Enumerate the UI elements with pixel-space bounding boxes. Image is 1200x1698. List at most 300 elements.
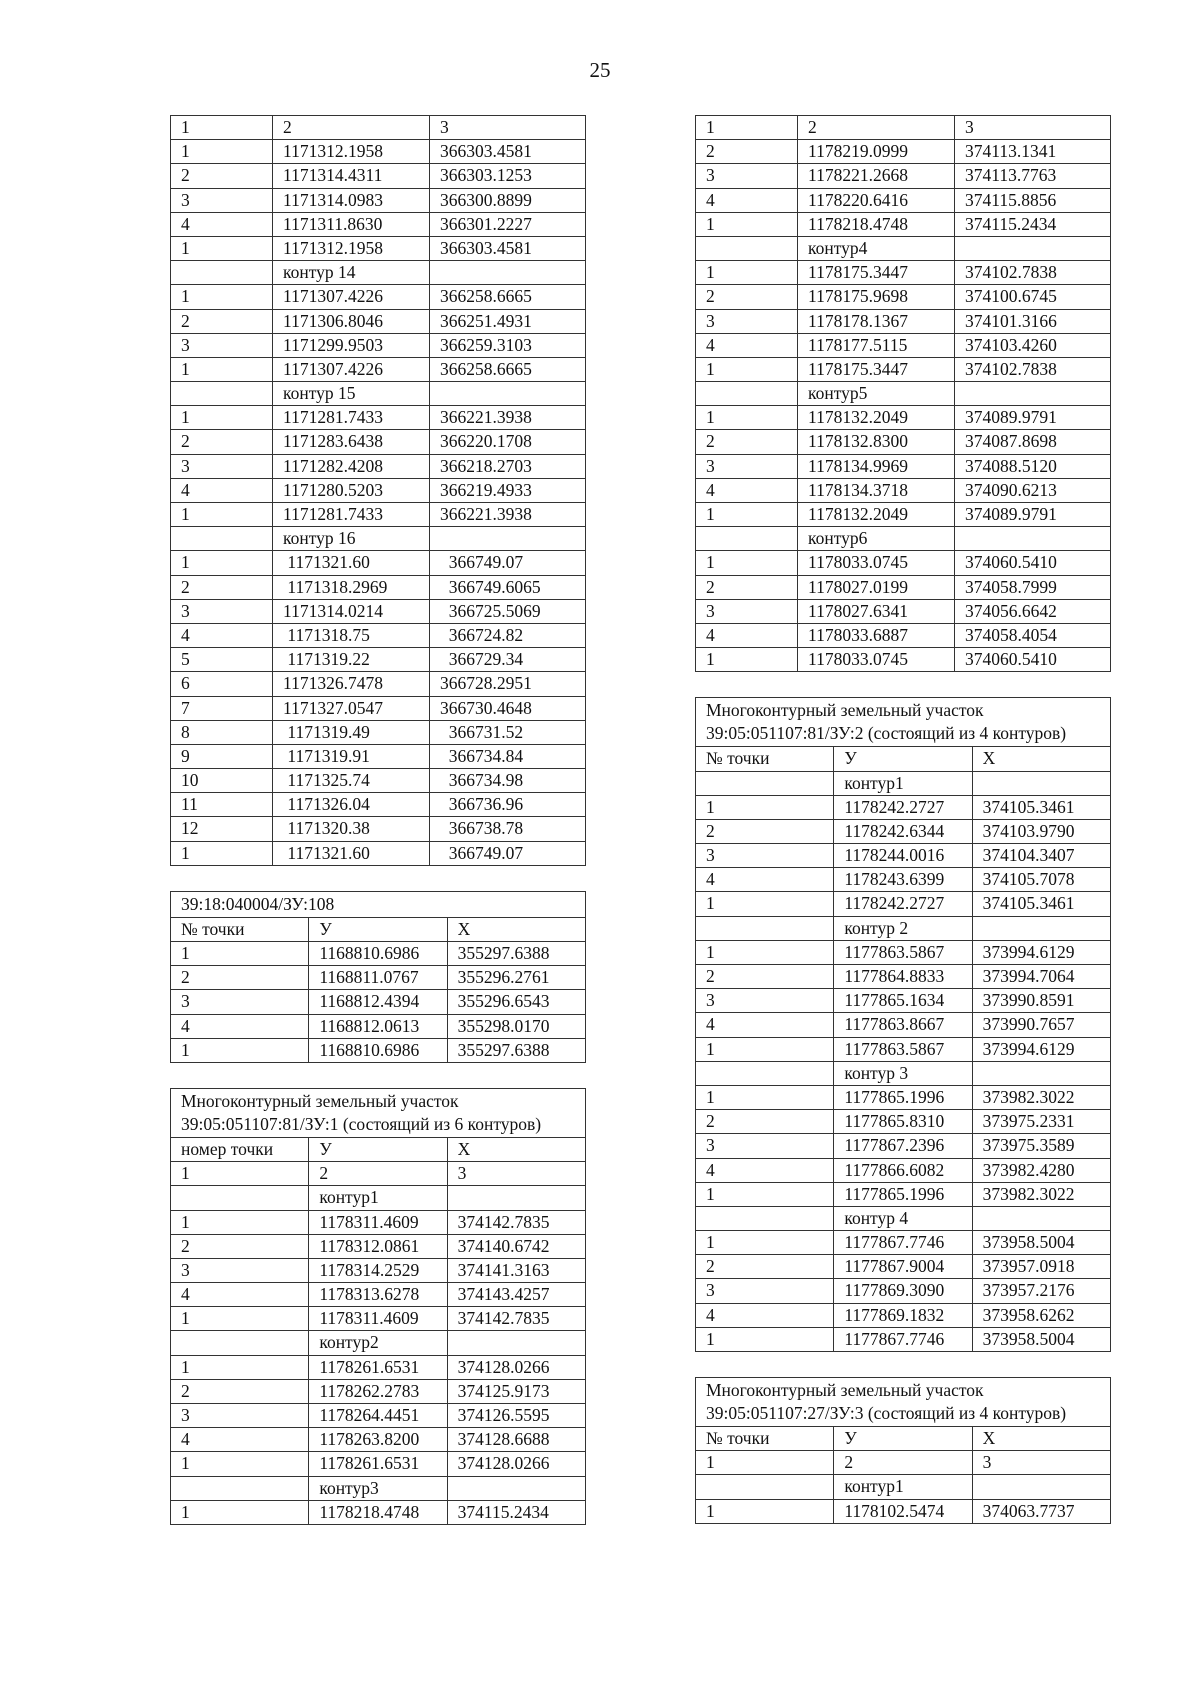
- table-row: [696, 164, 1111, 188]
- y-coordinate-cell: 1178175.9698: [798, 285, 955, 309]
- table-row: [696, 965, 1111, 989]
- point-number-cell: 1: [171, 406, 273, 430]
- point-number-cell: 3: [171, 333, 273, 357]
- table-row: [696, 333, 1111, 357]
- point-number-cell: 5: [171, 648, 273, 672]
- y-coordinate-cell: 1171307.4226: [273, 357, 430, 381]
- x-coordinate-cell: [955, 382, 1111, 406]
- x-coordinate-cell: 366734.98: [430, 769, 586, 793]
- x-coordinate-cell: 373958.5004: [972, 1327, 1110, 1351]
- point-number-cell: 1: [171, 1038, 309, 1062]
- y-coordinate-cell: 1178102.5474: [834, 1499, 972, 1523]
- y-coordinate-cell: контур2: [309, 1331, 447, 1355]
- table-row: [171, 236, 586, 260]
- y-coordinate-cell: 1171311.8630: [273, 212, 430, 236]
- table-row: [696, 844, 1111, 868]
- table-row: [696, 623, 1111, 647]
- point-number-cell: 1: [171, 357, 273, 381]
- point-number-cell: [171, 1331, 309, 1355]
- y-coordinate-cell: 1178219.0999: [798, 140, 955, 164]
- table-title: Многоконтурный земельный участок 39:05:051107:81/ЗУ:1 (состоящий из 6 контуров): [171, 1088, 586, 1137]
- y-coordinate-cell: 1171314.4311: [273, 164, 430, 188]
- x-coordinate-cell: 374103.9790: [972, 819, 1110, 843]
- table-row: [171, 1038, 586, 1062]
- y-coordinate-cell: 1171312.1958: [273, 140, 430, 164]
- point-number-cell: 4: [696, 478, 798, 502]
- contour-row: [696, 916, 1111, 940]
- x-coordinate-cell: 3: [447, 1162, 585, 1186]
- x-coordinate-cell: 366303.1253: [430, 164, 586, 188]
- table-row: [171, 478, 586, 502]
- table-row: [696, 868, 1111, 892]
- y-coordinate-cell: 2: [798, 116, 955, 140]
- contour-row: [696, 1475, 1111, 1499]
- y-coordinate-cell: 1178033.0745: [798, 648, 955, 672]
- contour-row: [696, 236, 1111, 260]
- point-number-cell: [171, 1186, 309, 1210]
- point-number-cell: номер точки: [171, 1137, 309, 1161]
- contour-row: [696, 1206, 1111, 1230]
- table-row: [696, 599, 1111, 623]
- y-coordinate-cell: 1178312.0861: [309, 1234, 447, 1258]
- x-coordinate-cell: 374089.9791: [955, 503, 1111, 527]
- table-row: [171, 212, 586, 236]
- point-number-cell: 2: [171, 309, 273, 333]
- point-number-cell: 2: [696, 575, 798, 599]
- y-coordinate-cell: контур5: [798, 382, 955, 406]
- contour-row: [171, 1476, 586, 1500]
- y-coordinate-cell: 1178261.6531: [309, 1355, 447, 1379]
- point-number-cell: 3: [696, 454, 798, 478]
- table-row: [696, 575, 1111, 599]
- y-coordinate-cell: 1178134.3718: [798, 478, 955, 502]
- y-coordinate-cell: 1177865.1634: [834, 989, 972, 1013]
- point-number-cell: 1: [696, 116, 798, 140]
- y-coordinate-cell: 2: [834, 1451, 972, 1475]
- x-coordinate-cell: 366221.3938: [430, 406, 586, 430]
- y-coordinate-cell: 1168810.6986: [309, 942, 447, 966]
- x-coordinate-cell: [972, 1206, 1110, 1230]
- y-coordinate-cell: 1171314.0983: [273, 188, 430, 212]
- y-coordinate-cell: 1178244.0016: [834, 844, 972, 868]
- table-row: [696, 1134, 1111, 1158]
- point-number-cell: № точки: [696, 747, 834, 771]
- y-coordinate-cell: 1171318.75: [273, 623, 430, 647]
- x-coordinate-cell: 374102.7838: [955, 261, 1111, 285]
- coordinates-table: [170, 115, 586, 866]
- y-coordinate-cell: 1178027.6341: [798, 599, 955, 623]
- x-coordinate-cell: 374105.3461: [972, 795, 1110, 819]
- x-coordinate-cell: Х: [972, 747, 1110, 771]
- x-coordinate-cell: 366731.52: [430, 720, 586, 744]
- x-coordinate-cell: 373982.3022: [972, 1085, 1110, 1109]
- y-coordinate-cell: 1178218.4748: [309, 1500, 447, 1524]
- table-row: [171, 1210, 586, 1234]
- x-coordinate-cell: 366220.1708: [430, 430, 586, 454]
- coordinates-table: [170, 1088, 586, 1525]
- x-coordinate-cell: 374101.3166: [955, 309, 1111, 333]
- y-coordinate-cell: 1177863.8667: [834, 1013, 972, 1037]
- contour-row: [696, 382, 1111, 406]
- point-number-cell: 1: [171, 503, 273, 527]
- point-number-cell: 3: [696, 844, 834, 868]
- point-number-cell: [696, 771, 834, 795]
- table-row: [171, 551, 586, 575]
- table-row: [171, 648, 586, 672]
- table-row: [171, 990, 586, 1014]
- y-coordinate-cell: 1171320.38: [273, 817, 430, 841]
- x-coordinate-cell: 3: [430, 116, 586, 140]
- point-number-cell: 2: [171, 966, 309, 990]
- y-coordinate-cell: 1178314.2529: [309, 1258, 447, 1282]
- table-row: [171, 1500, 586, 1524]
- point-number-cell: 8: [171, 720, 273, 744]
- point-number-cell: 1: [171, 841, 273, 865]
- contour-row: [171, 1331, 586, 1355]
- table-row: [171, 1283, 586, 1307]
- table-row: [171, 503, 586, 527]
- point-number-cell: [696, 382, 798, 406]
- x-coordinate-cell: 366218.2703: [430, 454, 586, 478]
- y-coordinate-cell: контур 16: [273, 527, 430, 551]
- point-number-cell: 7: [171, 696, 273, 720]
- point-number-cell: 2: [696, 1255, 834, 1279]
- contour-row: [171, 382, 586, 406]
- point-number-cell: 1: [171, 236, 273, 260]
- y-coordinate-cell: 1168812.0613: [309, 1014, 447, 1038]
- x-coordinate-cell: [430, 527, 586, 551]
- x-coordinate-cell: 374105.3461: [972, 892, 1110, 916]
- point-number-cell: 1: [696, 648, 798, 672]
- x-coordinate-cell: 366749.07: [430, 551, 586, 575]
- x-coordinate-cell: 374102.7838: [955, 357, 1111, 381]
- point-number-cell: 1: [171, 942, 309, 966]
- x-coordinate-cell: 374056.6642: [955, 599, 1111, 623]
- y-coordinate-cell: 1178132.2049: [798, 406, 955, 430]
- table-row: [696, 648, 1111, 672]
- x-coordinate-cell: [447, 1476, 585, 1500]
- x-coordinate-cell: 374100.6745: [955, 285, 1111, 309]
- y-coordinate-cell: 1171319.22: [273, 648, 430, 672]
- y-coordinate-cell: 1178264.4451: [309, 1404, 447, 1428]
- table-row: [171, 285, 586, 309]
- contour-row: [696, 1061, 1111, 1085]
- x-coordinate-cell: 373982.4280: [972, 1158, 1110, 1182]
- y-coordinate-cell: 1168811.0767: [309, 966, 447, 990]
- x-coordinate-cell: 366303.4581: [430, 236, 586, 260]
- x-coordinate-cell: 366221.3938: [430, 503, 586, 527]
- coordinates-table: [695, 115, 1111, 672]
- y-coordinate-cell: 1178242.6344: [834, 819, 972, 843]
- table-row: [696, 989, 1111, 1013]
- x-coordinate-cell: 373957.2176: [972, 1279, 1110, 1303]
- y-coordinate-cell: контур1: [834, 1475, 972, 1499]
- point-number-cell: 2: [171, 164, 273, 188]
- y-coordinate-cell: 1171321.60: [273, 841, 430, 865]
- x-coordinate-cell: 374143.4257: [447, 1283, 585, 1307]
- y-coordinate-cell: 1177866.6082: [834, 1158, 972, 1182]
- table-row: [171, 1258, 586, 1282]
- header-row: [696, 1427, 1111, 1451]
- point-number-cell: 1: [696, 261, 798, 285]
- point-number-cell: [696, 1475, 834, 1499]
- y-coordinate-cell: 1178177.5115: [798, 333, 955, 357]
- x-coordinate-cell: [972, 1061, 1110, 1085]
- table-row: [171, 1234, 586, 1258]
- y-coordinate-cell: 1177864.8833: [834, 965, 972, 989]
- table-row: [696, 1158, 1111, 1182]
- x-coordinate-cell: Х: [972, 1427, 1110, 1451]
- y-coordinate-cell: 1168810.6986: [309, 1038, 447, 1062]
- table-row: [696, 1279, 1111, 1303]
- header-row: [171, 1137, 586, 1161]
- point-number-cell: № точки: [696, 1427, 834, 1451]
- y-coordinate-cell: 1178242.2727: [834, 795, 972, 819]
- x-coordinate-cell: 366301.2227: [430, 212, 586, 236]
- point-number-cell: 1: [171, 1307, 309, 1331]
- point-number-cell: 1: [171, 1162, 309, 1186]
- x-coordinate-cell: 373994.7064: [972, 965, 1110, 989]
- table-row: [696, 478, 1111, 502]
- table-row: [696, 1085, 1111, 1109]
- table-row: [171, 720, 586, 744]
- point-number-cell: 4: [696, 1013, 834, 1037]
- x-coordinate-cell: 374126.5595: [447, 1404, 585, 1428]
- point-number-cell: 3: [696, 1134, 834, 1158]
- point-number-cell: 2: [696, 1110, 834, 1134]
- y-coordinate-cell: 1178033.0745: [798, 551, 955, 575]
- y-coordinate-cell: 1178243.6399: [834, 868, 972, 892]
- x-coordinate-cell: 355296.6543: [447, 990, 585, 1014]
- x-coordinate-cell: 355297.6388: [447, 942, 585, 966]
- x-coordinate-cell: 373958.6262: [972, 1303, 1110, 1327]
- x-coordinate-cell: Х: [447, 917, 585, 941]
- table-title-row: [171, 1088, 586, 1137]
- y-coordinate-cell: контур 14: [273, 261, 430, 285]
- table-title-row: [696, 698, 1111, 747]
- x-coordinate-cell: [972, 916, 1110, 940]
- y-coordinate-cell: 1177867.7746: [834, 1327, 972, 1351]
- y-coordinate-cell: 1178311.4609: [309, 1307, 447, 1331]
- point-number-cell: 4: [171, 478, 273, 502]
- x-coordinate-cell: 366303.4581: [430, 140, 586, 164]
- point-number-cell: 4: [696, 333, 798, 357]
- x-coordinate-cell: 366749.6065: [430, 575, 586, 599]
- point-number-cell: 2: [696, 140, 798, 164]
- point-number-cell: 3: [171, 1404, 309, 1428]
- x-coordinate-cell: 374128.0266: [447, 1452, 585, 1476]
- x-coordinate-cell: 373958.5004: [972, 1231, 1110, 1255]
- table-row: [696, 795, 1111, 819]
- y-coordinate-cell: 1177863.5867: [834, 1037, 972, 1061]
- table-row: [171, 1452, 586, 1476]
- table-row: [696, 261, 1111, 285]
- y-coordinate-cell: У: [834, 747, 972, 771]
- point-number-cell: 1: [696, 1499, 834, 1523]
- y-coordinate-cell: 1171314.0214: [273, 599, 430, 623]
- left-column: [170, 115, 586, 1550]
- x-coordinate-cell: 373957.0918: [972, 1255, 1110, 1279]
- x-coordinate-cell: 355296.2761: [447, 966, 585, 990]
- table-row: [171, 599, 586, 623]
- point-number-cell: 1: [696, 1451, 834, 1475]
- table-row: [171, 430, 586, 454]
- x-coordinate-cell: 366300.8899: [430, 188, 586, 212]
- table-row: [171, 575, 586, 599]
- y-coordinate-cell: 1178262.2783: [309, 1379, 447, 1403]
- point-number-cell: 1: [696, 503, 798, 527]
- x-coordinate-cell: 374104.3407: [972, 844, 1110, 868]
- point-number-cell: 1: [696, 892, 834, 916]
- point-number-cell: [696, 236, 798, 260]
- point-number-cell: 4: [696, 868, 834, 892]
- x-coordinate-cell: 373975.2331: [972, 1110, 1110, 1134]
- point-number-cell: 4: [696, 1158, 834, 1182]
- y-coordinate-cell: 1177869.1832: [834, 1303, 972, 1327]
- point-number-cell: [171, 261, 273, 285]
- table-row: [171, 188, 586, 212]
- x-coordinate-cell: 374060.5410: [955, 648, 1111, 672]
- x-coordinate-cell: 366730.4648: [430, 696, 586, 720]
- y-coordinate-cell: 1171319.49: [273, 720, 430, 744]
- y-coordinate-cell: 1171280.5203: [273, 478, 430, 502]
- y-coordinate-cell: 1171306.8046: [273, 309, 430, 333]
- table-row: [696, 140, 1111, 164]
- point-number-cell: 3: [171, 990, 309, 1014]
- table-title-row: [696, 1378, 1111, 1427]
- table-row: [171, 333, 586, 357]
- y-coordinate-cell: 1171318.2969: [273, 575, 430, 599]
- table-row: [171, 769, 586, 793]
- y-coordinate-cell: 1178132.2049: [798, 503, 955, 527]
- y-coordinate-cell: контур 2: [834, 916, 972, 940]
- point-number-cell: 9: [171, 744, 273, 768]
- y-coordinate-cell: 1178221.2668: [798, 164, 955, 188]
- point-number-cell: 4: [171, 212, 273, 236]
- point-number-cell: 1: [171, 551, 273, 575]
- point-number-cell: 4: [696, 623, 798, 647]
- table-row: [171, 1428, 586, 1452]
- table-title: Многоконтурный земельный участок 39:05:051107:81/ЗУ:2 (состоящий из 4 контуров): [696, 698, 1111, 747]
- contour-row: [171, 1186, 586, 1210]
- table-row: [171, 1355, 586, 1379]
- table-row: [696, 1231, 1111, 1255]
- y-coordinate-cell: 1178261.6531: [309, 1452, 447, 1476]
- x-coordinate-cell: 374141.3163: [447, 1258, 585, 1282]
- point-number-cell: 2: [696, 430, 798, 454]
- point-number-cell: 4: [696, 1303, 834, 1327]
- table-row: [171, 841, 586, 865]
- x-coordinate-cell: 374142.7835: [447, 1210, 585, 1234]
- table-row: [171, 623, 586, 647]
- y-coordinate-cell: 1178132.8300: [798, 430, 955, 454]
- x-coordinate-cell: [430, 261, 586, 285]
- table-row: [696, 1499, 1111, 1523]
- contour-row: [696, 527, 1111, 551]
- point-number-cell: [696, 1061, 834, 1085]
- x-coordinate-cell: [447, 1186, 585, 1210]
- x-coordinate-cell: 366258.6665: [430, 357, 586, 381]
- table-row: [696, 188, 1111, 212]
- point-number-cell: [696, 527, 798, 551]
- y-coordinate-cell: контур3: [309, 1476, 447, 1500]
- y-coordinate-cell: 1171281.7433: [273, 503, 430, 527]
- y-coordinate-cell: 1171327.0547: [273, 696, 430, 720]
- point-number-cell: 11: [171, 793, 273, 817]
- table-row: [696, 1327, 1111, 1351]
- x-coordinate-cell: 366749.07: [430, 841, 586, 865]
- point-number-cell: 2: [171, 430, 273, 454]
- table-row: [171, 1307, 586, 1331]
- x-coordinate-cell: 3: [955, 116, 1111, 140]
- header-row: [696, 747, 1111, 771]
- x-coordinate-cell: [447, 1331, 585, 1355]
- y-coordinate-cell: 1178175.3447: [798, 261, 955, 285]
- table-title-row: [171, 891, 586, 917]
- point-number-cell: 3: [696, 599, 798, 623]
- x-coordinate-cell: 355297.6388: [447, 1038, 585, 1062]
- y-coordinate-cell: 1177865.8310: [834, 1110, 972, 1134]
- x-coordinate-cell: [972, 771, 1110, 795]
- x-coordinate-cell: 374115.8856: [955, 188, 1111, 212]
- point-number-cell: 1: [696, 1327, 834, 1351]
- table-row: [696, 309, 1111, 333]
- x-coordinate-cell: 373982.3022: [972, 1182, 1110, 1206]
- y-coordinate-cell: 1171281.7433: [273, 406, 430, 430]
- table-row: [171, 793, 586, 817]
- x-coordinate-cell: Х: [447, 1137, 585, 1161]
- page-number: 25: [589, 58, 611, 82]
- table-row: [696, 357, 1111, 381]
- x-coordinate-cell: 374087.8698: [955, 430, 1111, 454]
- y-coordinate-cell: 1171283.6438: [273, 430, 430, 454]
- point-number-cell: 1: [696, 406, 798, 430]
- x-coordinate-cell: 374115.2434: [955, 212, 1111, 236]
- header-row: [696, 1451, 1111, 1475]
- table-row: [696, 940, 1111, 964]
- x-coordinate-cell: 366259.3103: [430, 333, 586, 357]
- point-number-cell: 3: [171, 188, 273, 212]
- table-title: 39:18:040004/ЗУ:108: [171, 891, 586, 917]
- y-coordinate-cell: контур 15: [273, 382, 430, 406]
- x-coordinate-cell: 374125.9173: [447, 1379, 585, 1403]
- x-coordinate-cell: 374088.5120: [955, 454, 1111, 478]
- x-coordinate-cell: 3: [972, 1451, 1110, 1475]
- table-row: [171, 1379, 586, 1403]
- table-row: [171, 1014, 586, 1038]
- y-coordinate-cell: 1178242.2727: [834, 892, 972, 916]
- x-coordinate-cell: 374090.6213: [955, 478, 1111, 502]
- y-coordinate-cell: контур 3: [834, 1061, 972, 1085]
- x-coordinate-cell: 373990.8591: [972, 989, 1110, 1013]
- x-coordinate-cell: 374060.5410: [955, 551, 1111, 575]
- point-number-cell: 1: [696, 1182, 834, 1206]
- y-coordinate-cell: 1178027.0199: [798, 575, 955, 599]
- y-coordinate-cell: 1171299.9503: [273, 333, 430, 357]
- table-row: [696, 503, 1111, 527]
- table-title: Многоконтурный земельный участок 39:05:051107:27/ЗУ:3 (состоящий из 4 контуров): [696, 1378, 1111, 1427]
- point-number-cell: 1: [171, 1210, 309, 1234]
- y-coordinate-cell: контур1: [309, 1186, 447, 1210]
- point-number-cell: 1: [696, 1231, 834, 1255]
- y-coordinate-cell: 2: [273, 116, 430, 140]
- table-row: [696, 551, 1111, 575]
- point-number-cell: 1: [696, 551, 798, 575]
- x-coordinate-cell: 366738.78: [430, 817, 586, 841]
- table-row: [696, 454, 1111, 478]
- y-coordinate-cell: 1178313.6278: [309, 1283, 447, 1307]
- point-number-cell: [696, 1206, 834, 1230]
